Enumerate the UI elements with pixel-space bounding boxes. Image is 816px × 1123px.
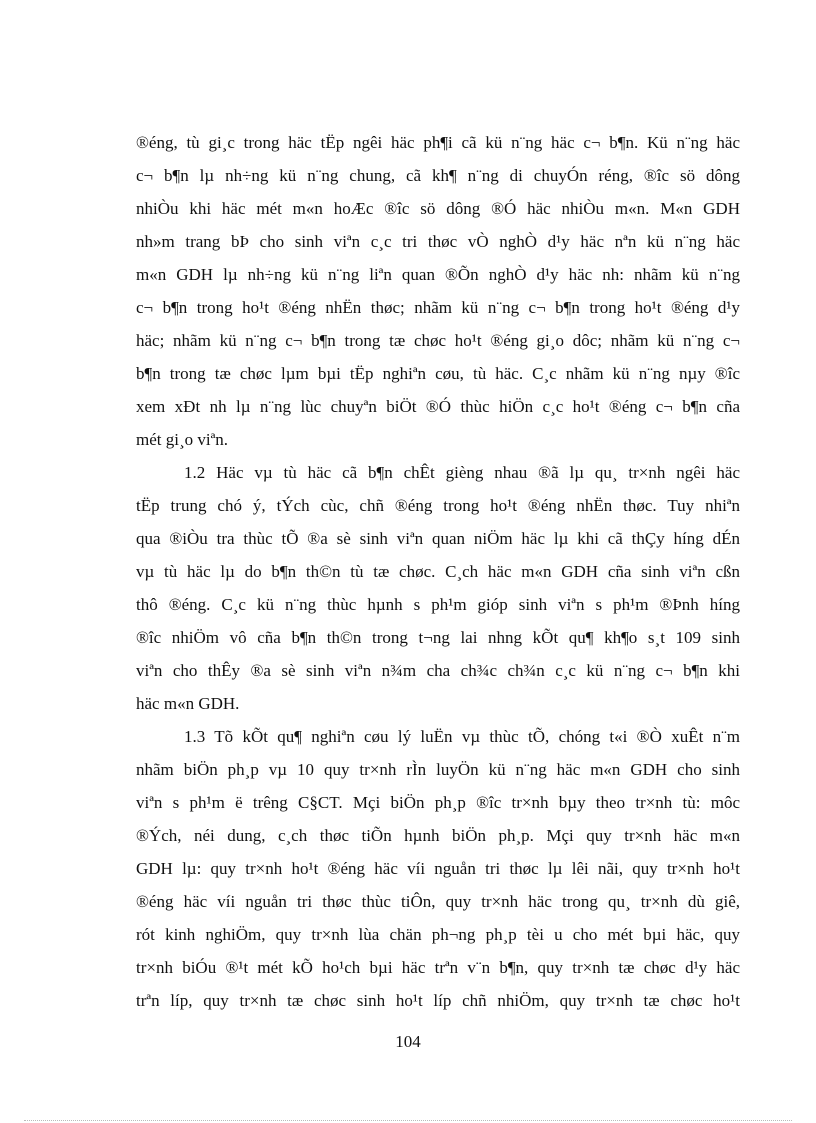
text-line: nhãm biÖn ph¸p vµ 10 quy tr×nh rÌn luyÖn kü n¨ng häc m«n GDH cho sinh <box>136 760 740 779</box>
text-line: tËp trung chó ý, tÝch cùc, chñ ®éng trong ho¹t ®éng nhËn thøc. Tuy nhiªn <box>136 496 740 515</box>
text-line: GDH lµ: quy tr×nh ho¹t ®éng häc víi nguån tri thøc lµ lêi nãi, quy tr×nh ho¹t <box>136 859 740 878</box>
text-line: m«n GDH lµ nh÷ng kü n¨ng liªn quan ®Õn nghÒ d¹y häc nh: nhãm kü n¨ng <box>136 265 740 284</box>
text-line: mét gi¸o viªn. <box>136 430 229 449</box>
text-line: ®Ých, néi dung, c¸ch thøc tiÕn hµnh biÖn ph¸p. Mçi quy tr×nh häc m«n <box>136 826 740 845</box>
paragraph-first-line: 1.3 Tõ kÕt qu¶ nghiªn cøu lý luËn vµ thùc tÕ, chóng t«i ®Ò xuÊt n¨m <box>184 727 740 746</box>
text-line: häc m«n GDH. <box>136 694 240 713</box>
text-line: ®éng, tù gi¸c trong häc tËp ngêi häc ph¶i cã kü n¨ng häc c¬ b¶n. Kü n¨ng häc <box>136 133 740 152</box>
text-line: xem xÐt nh lµ n¨ng lùc chuyªn biÖt ®Ó thùc hiÖn c¸c ho¹t ®éng c¬ b¶n cña <box>136 397 740 416</box>
page-number: 104 <box>395 1032 421 1051</box>
page-bottom-divider <box>24 1120 792 1121</box>
text-line: tr×nh biÓu ®¹t mét kÕ ho¹ch bµi häc trªn v¨n b¶n, quy tr×nh tæ chøc d¹y häc <box>136 958 740 977</box>
text-line: c¬ b¶n trong ho¹t ®éng nhËn thøc; nhãm kü n¨ng c¬ b¶n trong ho¹t ®éng d¹y <box>136 298 740 317</box>
text-line: ®éng häc víi nguån tri thøc thùc tiÔn, quy tr×nh häc trong qu¸ tr×nh dù giê, <box>136 892 740 911</box>
text-line: thô ®éng. C¸c kü n¨ng thùc hµnh s ph¹m gióp sinh viªn s ph¹m ®Þnh híng <box>136 595 740 614</box>
text-line: b¶n trong tæ chøc lµm bµi tËp nghiªn cøu, tù häc. C¸c nhãm kü n¨ng nµy ®îc <box>136 364 740 383</box>
paragraph-first-line: 1.2 Häc vµ tù häc cã b¶n chÊt gièng nhau ®ã lµ qu¸ tr×nh ngêi häc <box>184 463 740 482</box>
text-line: c¬ b¶n lµ nh÷ng kü n¨ng chung, cã kh¶ n¨ng di chuyÓn réng, ®îc sö dông <box>136 166 740 185</box>
text-line: qua ®iÒu tra thùc tÕ ®a sè sinh viªn quan niÖm häc lµ khi cã thÇy híng dÉn <box>136 529 740 548</box>
text-line: nh»m trang bÞ cho sinh viªn c¸c tri thøc vÒ nghÒ d¹y häc nªn kü n¨ng häc <box>136 232 740 251</box>
text-line: viªn s ph¹m ë trêng C§CT. Mçi biÖn ph¸p ®îc tr×nh bµy theo tr×nh tù: môc <box>136 793 740 812</box>
text-line: rót kinh nghiÖm, quy tr×nh lùa chän ph¬ng ph¸p tèi u cho mét bµi häc, quy <box>136 925 740 944</box>
text-line: ®îc nhiÖm vô cña b¶n th©n trong t¬ng lai nhng kÕt qu¶ kh¶o s¸t 109 sinh <box>136 628 740 647</box>
text-line: häc; nhãm kü n¨ng c¬ b¶n trong tæ chøc ho¹t ®éng gi¸o dôc; nhãm kü n¨ng c¬ <box>136 331 740 350</box>
text-line: trªn líp, quy tr×nh tæ chøc sinh ho¹t líp chñ nhiÖm, quy tr×nh tæ chøc ho¹t <box>136 991 740 1010</box>
text-line: nhiÒu khi häc mét m«n hoÆc ®îc sö dông ®Ó häc nhiÒu m«n. M«n GDH <box>136 199 740 218</box>
text-line: vµ tù häc lµ do b¶n th©n tù tæ chøc. C¸ch häc m«n GDH cña sinh viªn cßn <box>136 562 740 581</box>
text-line: viªn cho thÊy ®a sè sinh viªn n¾m cha ch¾c ch¾n c¸c kü n¨ng c¬ b¶n khi <box>136 661 740 680</box>
